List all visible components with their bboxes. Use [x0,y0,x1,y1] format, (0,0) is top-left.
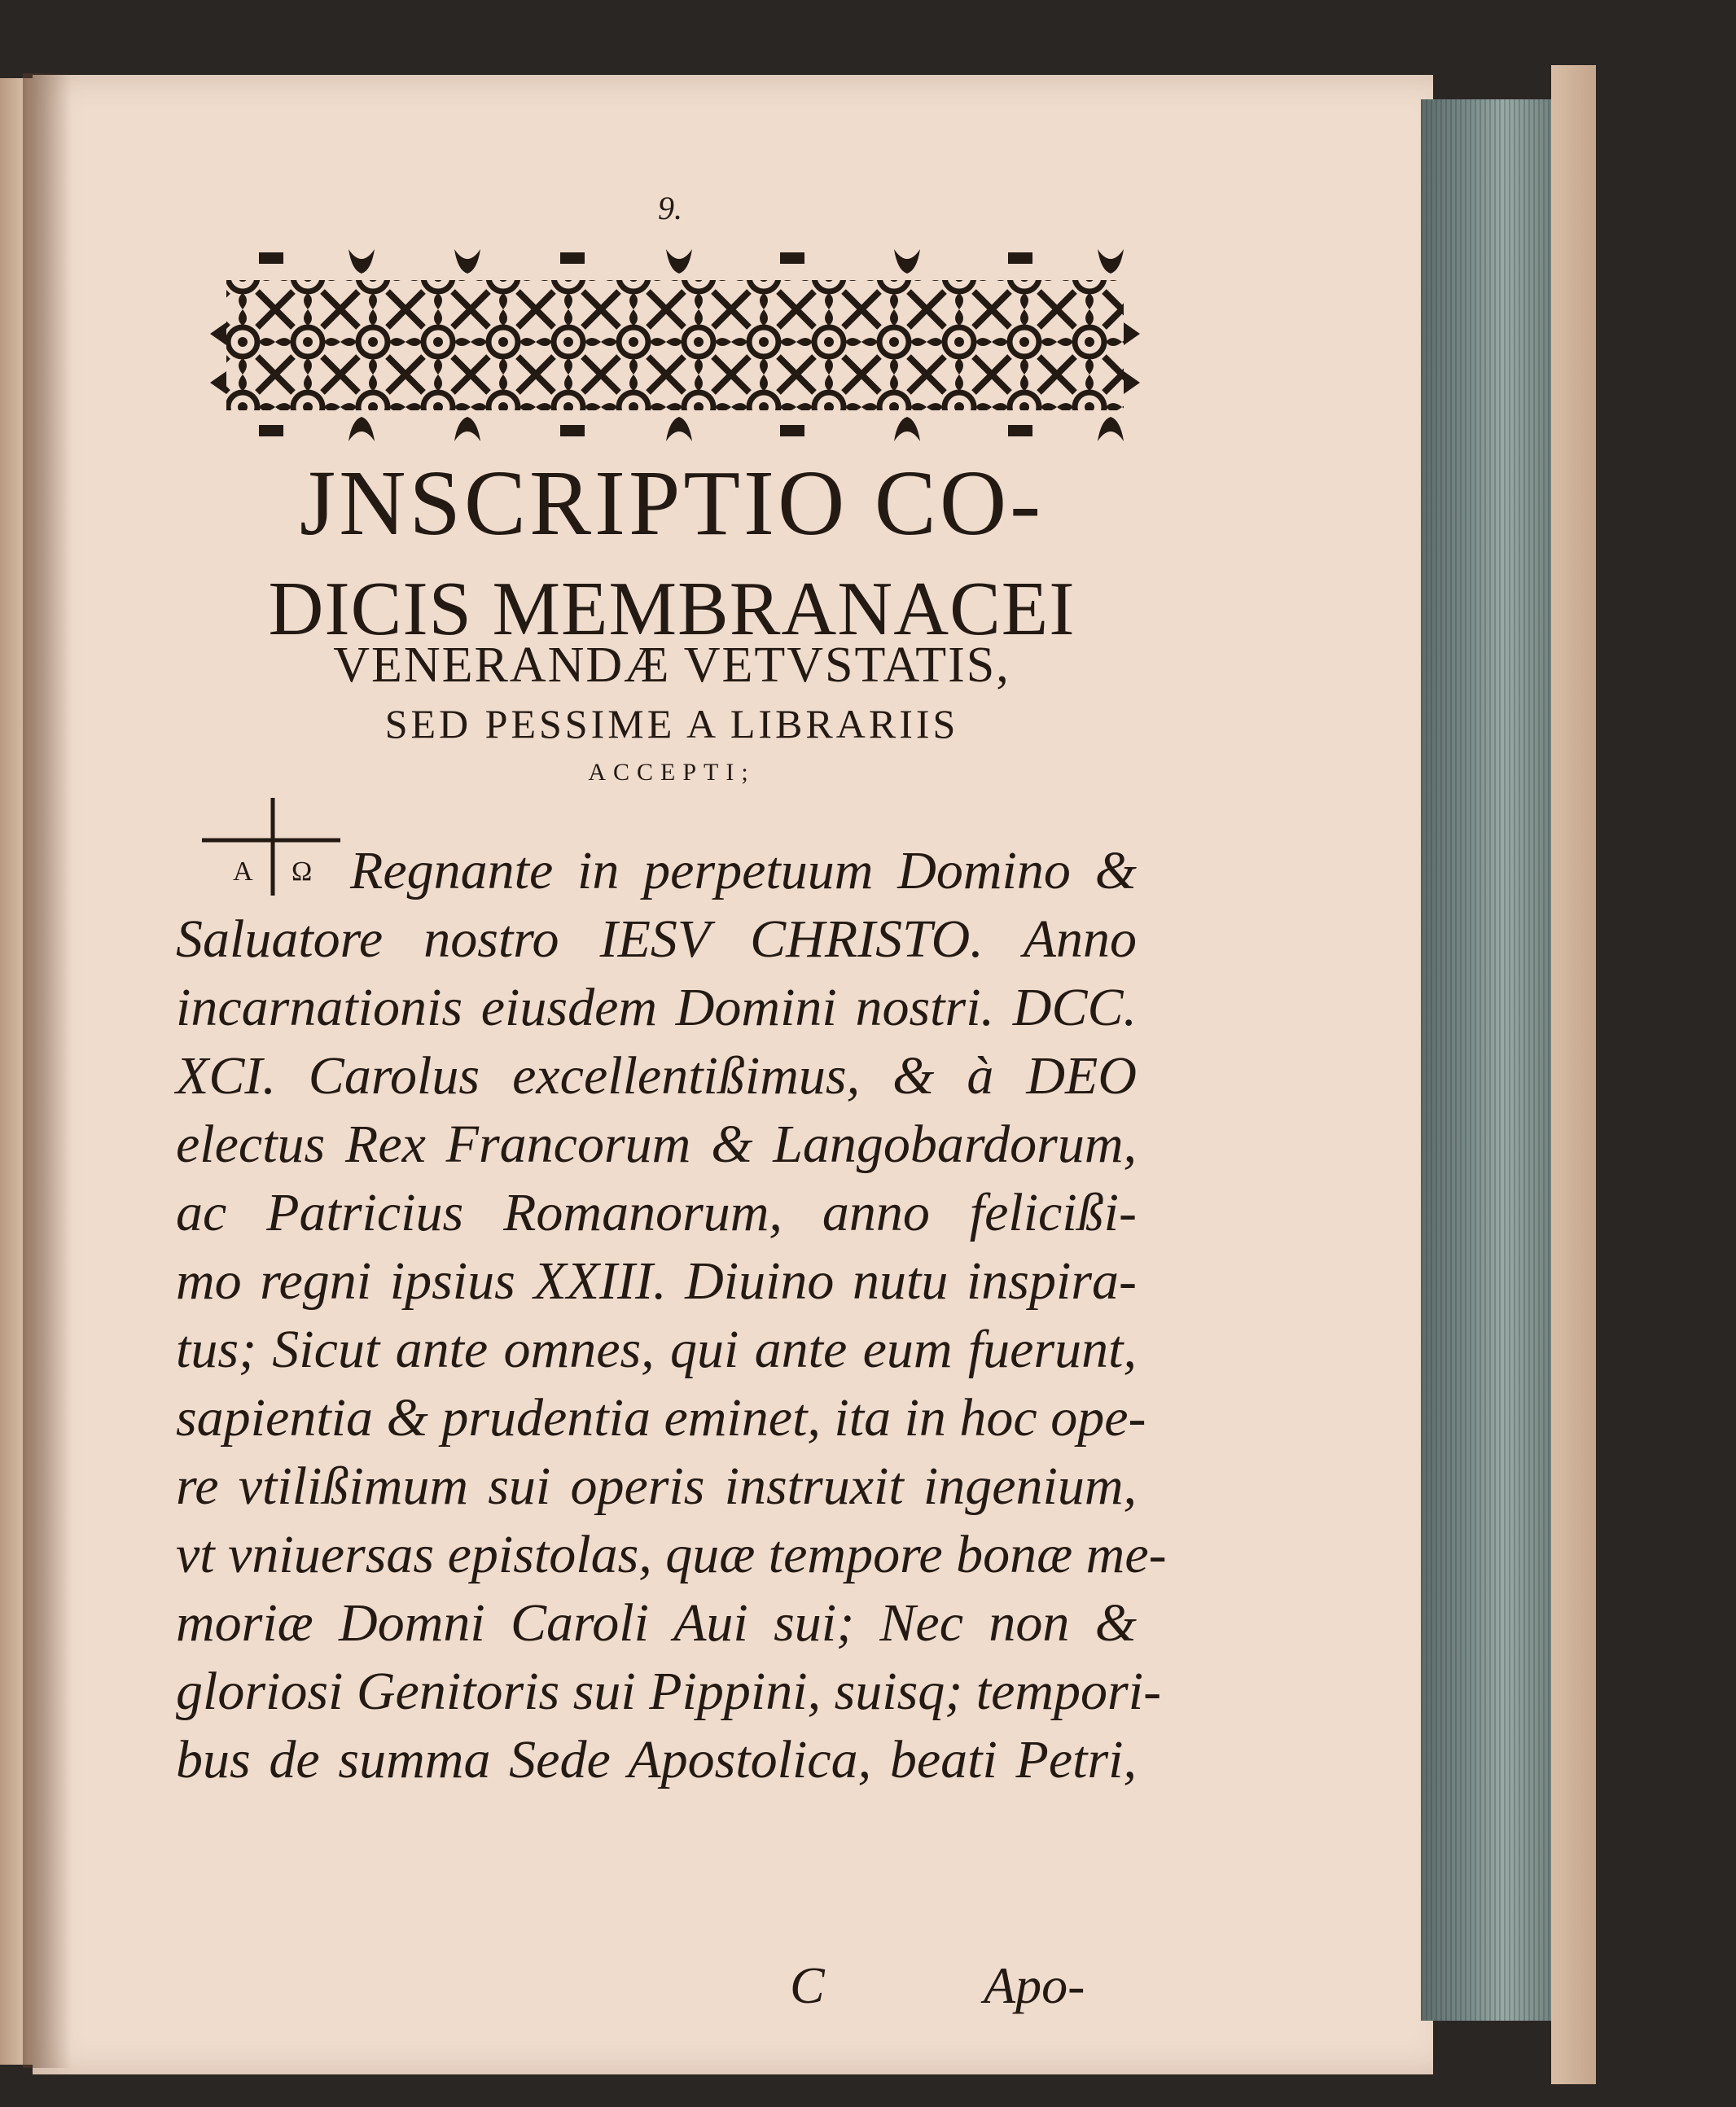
text-line: mo regni ipsius XXIII. Diuino nutu inspira- [176,1251,1137,1311]
text-line: tus; Sicut ante omnes, qui ante eum fuerunt, [176,1320,1137,1379]
title-line-1: JNSCRIPTIO CO- [299,451,1045,554]
page-number: 9. [658,190,682,226]
title-line-5: ACCEPTI; [588,759,756,786]
text-line: re vtilißimum sui operis instruxit ingenium, [176,1457,1137,1516]
alpha-omega-cross-symbol [202,798,340,896]
text-line: incarnationis eiusdem Domini nostri. DCC. [176,978,1137,1037]
alpha-letter: A [233,856,253,887]
title-line-4: SED PESSIME A LIBRARIIS [384,701,959,747]
text-line: ac Patricius Romanorum, anno felicißi- [176,1183,1137,1242]
text-line: Saluatore nostro IESV CHRISTO. Anno [176,909,1137,969]
catchword: Apo- [984,1956,1085,2014]
text-line: electus Rex Francorum & Langobardorum, [176,1115,1137,1174]
text-line: XCI. Carolus excellentißimus, & à DEO [176,1046,1137,1106]
title-line-2: DICIS MEMBRANACEI [268,567,1076,651]
ornamental-headpiece [210,244,1140,446]
omega-letter: Ω [292,856,313,887]
text-line: bus de summa Sede Apostolica, beati Petri, [176,1730,1137,1789]
text-line: vt vniuersas epistolas, quæ tempore bonæ me- [176,1525,1167,1584]
text-line: Regnante in perpetuum Domino & [350,841,1137,900]
text-line: moriæ Domni Caroli Aui sui; Nec non & [176,1593,1137,1653]
text-line: gloriosi Genitoris sui Pippini, suisq; tempori- [176,1662,1162,1721]
signature-mark: C [790,1956,825,2014]
title-line-3: VENERANDÆ VETVSTATIS, [333,637,1010,693]
text-line: sapientia & prudentia eminet, ita in hoc ope- [176,1388,1146,1448]
